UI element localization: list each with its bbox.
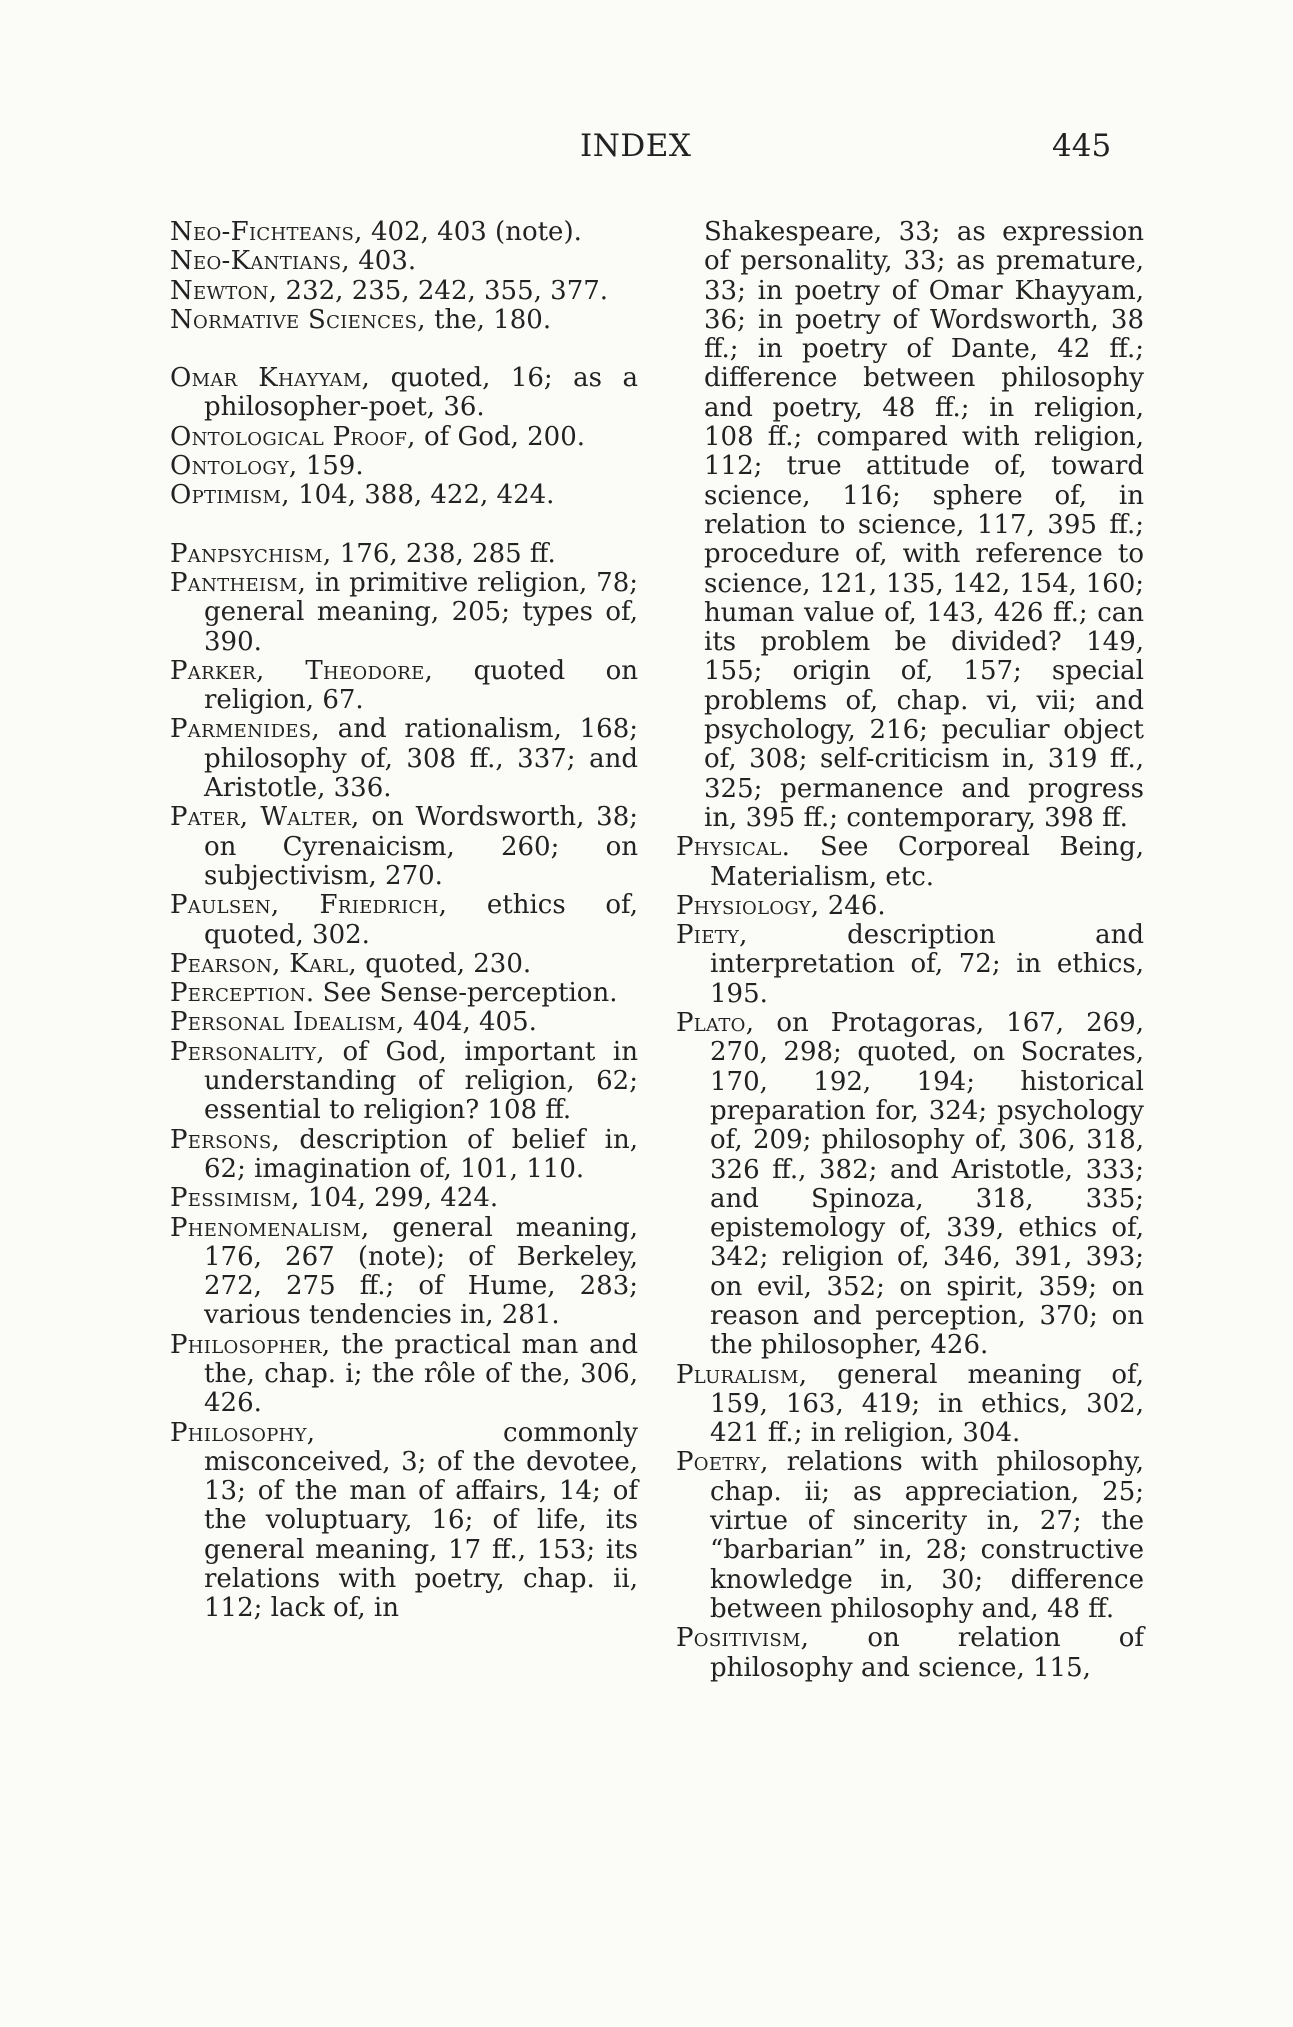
entry-text: 246.: [819, 890, 886, 921]
index-entry: [170, 1008, 638, 1037]
entry-headword: Persons,: [170, 1124, 281, 1155]
philosophy-entry-continuation: Shakespeare, 33; as expression of personality, 33; as premature, 33; in poetry of Omar Khayyam, 36; in poetry of Wordsworth, 38 ff.; in poetry of Dante, 42 ff.; difference between philosophy and poetry, 48 ff.; in religion, 108 ff.; compared with religion, 112; true attitude of, toward science, 116; sphere of, in relation to science, 117, 395 ff.; procedure of, with reference to science, 121, 135, 142, 154, 160; human value of, 143, 426 ff.; can its problem be divided? 149, 155; origin of, 157; special problems of, chap. vi, vii; and psychology, 216; peculiar object of, 308; self-criticism in, 319 ff., 325; permanence and progress in, 395 ff.; contemporary, 398 ff.: [704, 217, 1144, 833]
entry-headword: Philosopher,: [170, 1329, 331, 1360]
index-entry: [676, 1448, 1144, 1624]
entry-headword: Neo-Kantians,: [170, 246, 350, 277]
index-entry: [170, 657, 638, 716]
index-entry: [170, 1126, 638, 1185]
entry-headword: Positivism,: [676, 1623, 810, 1654]
index-entry: [170, 540, 638, 569]
index-entry: [170, 891, 638, 950]
index-column-left: [170, 218, 638, 1624]
index-entry: [170, 1038, 638, 1126]
index-column-right: [676, 218, 1144, 1683]
entry-text: of God, important in understanding of religion, 62; essential to religion? 108 ff.: [204, 1036, 638, 1126]
entry-headword: Personal Idealism,: [170, 1007, 405, 1038]
entry-headword: Poetry,: [676, 1447, 769, 1478]
entry-text: 404, 405.: [404, 1007, 537, 1038]
index-entry: [170, 247, 638, 276]
entry-text: 104, 299, 424.: [299, 1183, 499, 1214]
index-entry: [676, 1009, 1144, 1361]
entry-text: 176, 238, 285 ff.: [331, 538, 556, 569]
entry-headword: Paulsen, Friedrich,: [170, 890, 448, 921]
entry-text: 159.: [297, 451, 364, 482]
entry-text: description of belief in, 62; imagination of, 101, 110.: [204, 1124, 638, 1184]
entry-headword: Ontology,: [170, 451, 298, 482]
entry-text: 402, 403 (note).: [362, 217, 582, 247]
entry-text: the, 180.: [425, 304, 552, 335]
entry-headword: Neo-Fichteans,: [170, 217, 363, 247]
index-entry: [676, 833, 1144, 892]
entry-text: on Protagoras, 167, 269, 270, 298; quoted, on Socrates, 170, 192, 194; historical preparation for, 324; psychology of, 209; philosophy of, 306, 318, 326 ff., 382; and Aristotle, 333; and Spinoza, 318, 335; epistemology of, 339, ethics of, 342; religion of, 346, 391, 393; on evil, 352; on spirit, 359; on reason and perception, 370; on the philosopher, 426.: [710, 1008, 1144, 1361]
page-number: 445: [1052, 128, 1112, 164]
index-entry: [170, 364, 638, 423]
index-entry: [170, 950, 638, 979]
entry-text: in primitive religion, 78; general meaning, 205; types of, 390.: [204, 567, 638, 657]
entry-text: quoted, 16; as a philosopher-poet, 36.: [204, 363, 638, 423]
page-header: [0, 128, 1293, 168]
entry-headword: Physiology,: [676, 890, 820, 921]
page-title: INDEX: [580, 128, 692, 164]
entry-text: relations with philosophy, chap. ii; as appreciation, 25; virtue of sincerity in, 27; the “barbarian” in, 28; constructive knowledge in, 30; difference between philosophy and, 48 ff.: [710, 1447, 1144, 1624]
index-entry: [170, 218, 638, 247]
entry-headword: Pantheism,: [170, 567, 307, 598]
entry-text: quoted on religion, 67.: [204, 655, 638, 716]
entry-headword: Pater, Walter,: [170, 802, 360, 833]
index-entry: [170, 715, 638, 803]
index-entry: [170, 423, 638, 452]
entry-headword: Normative Sciences,: [170, 304, 426, 335]
entry-headword: Personality,: [170, 1036, 325, 1067]
index-entry: [676, 1624, 1144, 1683]
entry-text: on relation of philosophy and science, 115,: [710, 1623, 1144, 1683]
index-entry: [170, 803, 638, 891]
entry-text: of God, 200.: [415, 421, 586, 452]
index-entry: [676, 892, 1144, 921]
entry-text: and rationalism, 168; philosophy of, 308 ff., 337; and Aristotle, 336.: [204, 714, 638, 804]
entry-headword: Plato,: [676, 1008, 755, 1039]
entry-text: on Wordsworth, 38; on Cyrenaicism, 260; on subjectivism, 270.: [204, 802, 639, 891]
entry-text: See Sense-perception.: [314, 978, 618, 1009]
entry-headword: Perception.: [170, 978, 315, 1009]
index-entry: [170, 1419, 638, 1624]
entry-headword: Optimism,: [170, 480, 290, 511]
entry-text: description and interpretation of, 72; in ethics, 195.: [710, 920, 1144, 1009]
entry-text: commonly misconceived, 3; of the devotee, 13; of the man of affairs, 14; of the voluptuary, 16; of life, its general meaning, 17 ff., 153; its relations with poetry, chap. ii, 112; lack of, in: [204, 1417, 638, 1624]
entry-headword: Parmenides,: [170, 714, 320, 745]
index-entry: [170, 979, 638, 1008]
entry-headword: Pluralism,: [676, 1359, 808, 1390]
entry-text: See Corporeal Being, Materialism, etc.: [710, 832, 1144, 892]
entry-headword: Physical.: [676, 832, 791, 863]
entry-text: general meaning of, 159, 163, 419; in ethics, 302, 421 ff.; in religion, 304.: [710, 1359, 1144, 1449]
entry-headword: Philosophy,: [170, 1417, 316, 1448]
entry-text: ethics of, quoted, 302.: [204, 890, 638, 950]
entry-text: 104, 388, 422, 424.: [289, 480, 555, 511]
entry-headword: Piety,: [676, 920, 748, 951]
entry-headword: Phenomenalism,: [170, 1212, 370, 1243]
index-entry: [170, 277, 638, 306]
entry-text: 232, 235, 242, 355, 377.: [277, 275, 609, 306]
index-entry: [170, 1184, 638, 1213]
index-entry: [676, 1361, 1144, 1449]
index-entry: [170, 306, 638, 335]
entry-headword: Panpsychism,: [170, 538, 332, 569]
entry-headword: Omar Khayyam,: [170, 363, 371, 394]
entry-headword: Newton,: [170, 275, 278, 306]
index-entry: [170, 569, 638, 657]
entry-headword: Ontological Proof,: [170, 421, 416, 452]
index-entry: [170, 1214, 638, 1331]
entry-text: quoted, 230.: [356, 948, 532, 979]
entry-text: the practical man and the, chap. i; the rôle of the, 306, 426.: [204, 1329, 638, 1419]
entry-headword: Parker, Theodore,: [170, 655, 434, 686]
entry-headword: Pessimism,: [170, 1183, 300, 1214]
index-entry: [170, 452, 638, 481]
entry-text: 403.: [349, 246, 417, 277]
index-entry: [170, 481, 638, 510]
index-entry: [170, 1331, 638, 1419]
entry-headword: Pearson, Karl,: [170, 948, 357, 979]
entry-text: general meaning, 176, 267 (note); of Berkeley, 272, 275 ff.; of Hume, 283; various tendencies in, 281.: [204, 1212, 638, 1331]
index-entry: [676, 921, 1144, 1009]
